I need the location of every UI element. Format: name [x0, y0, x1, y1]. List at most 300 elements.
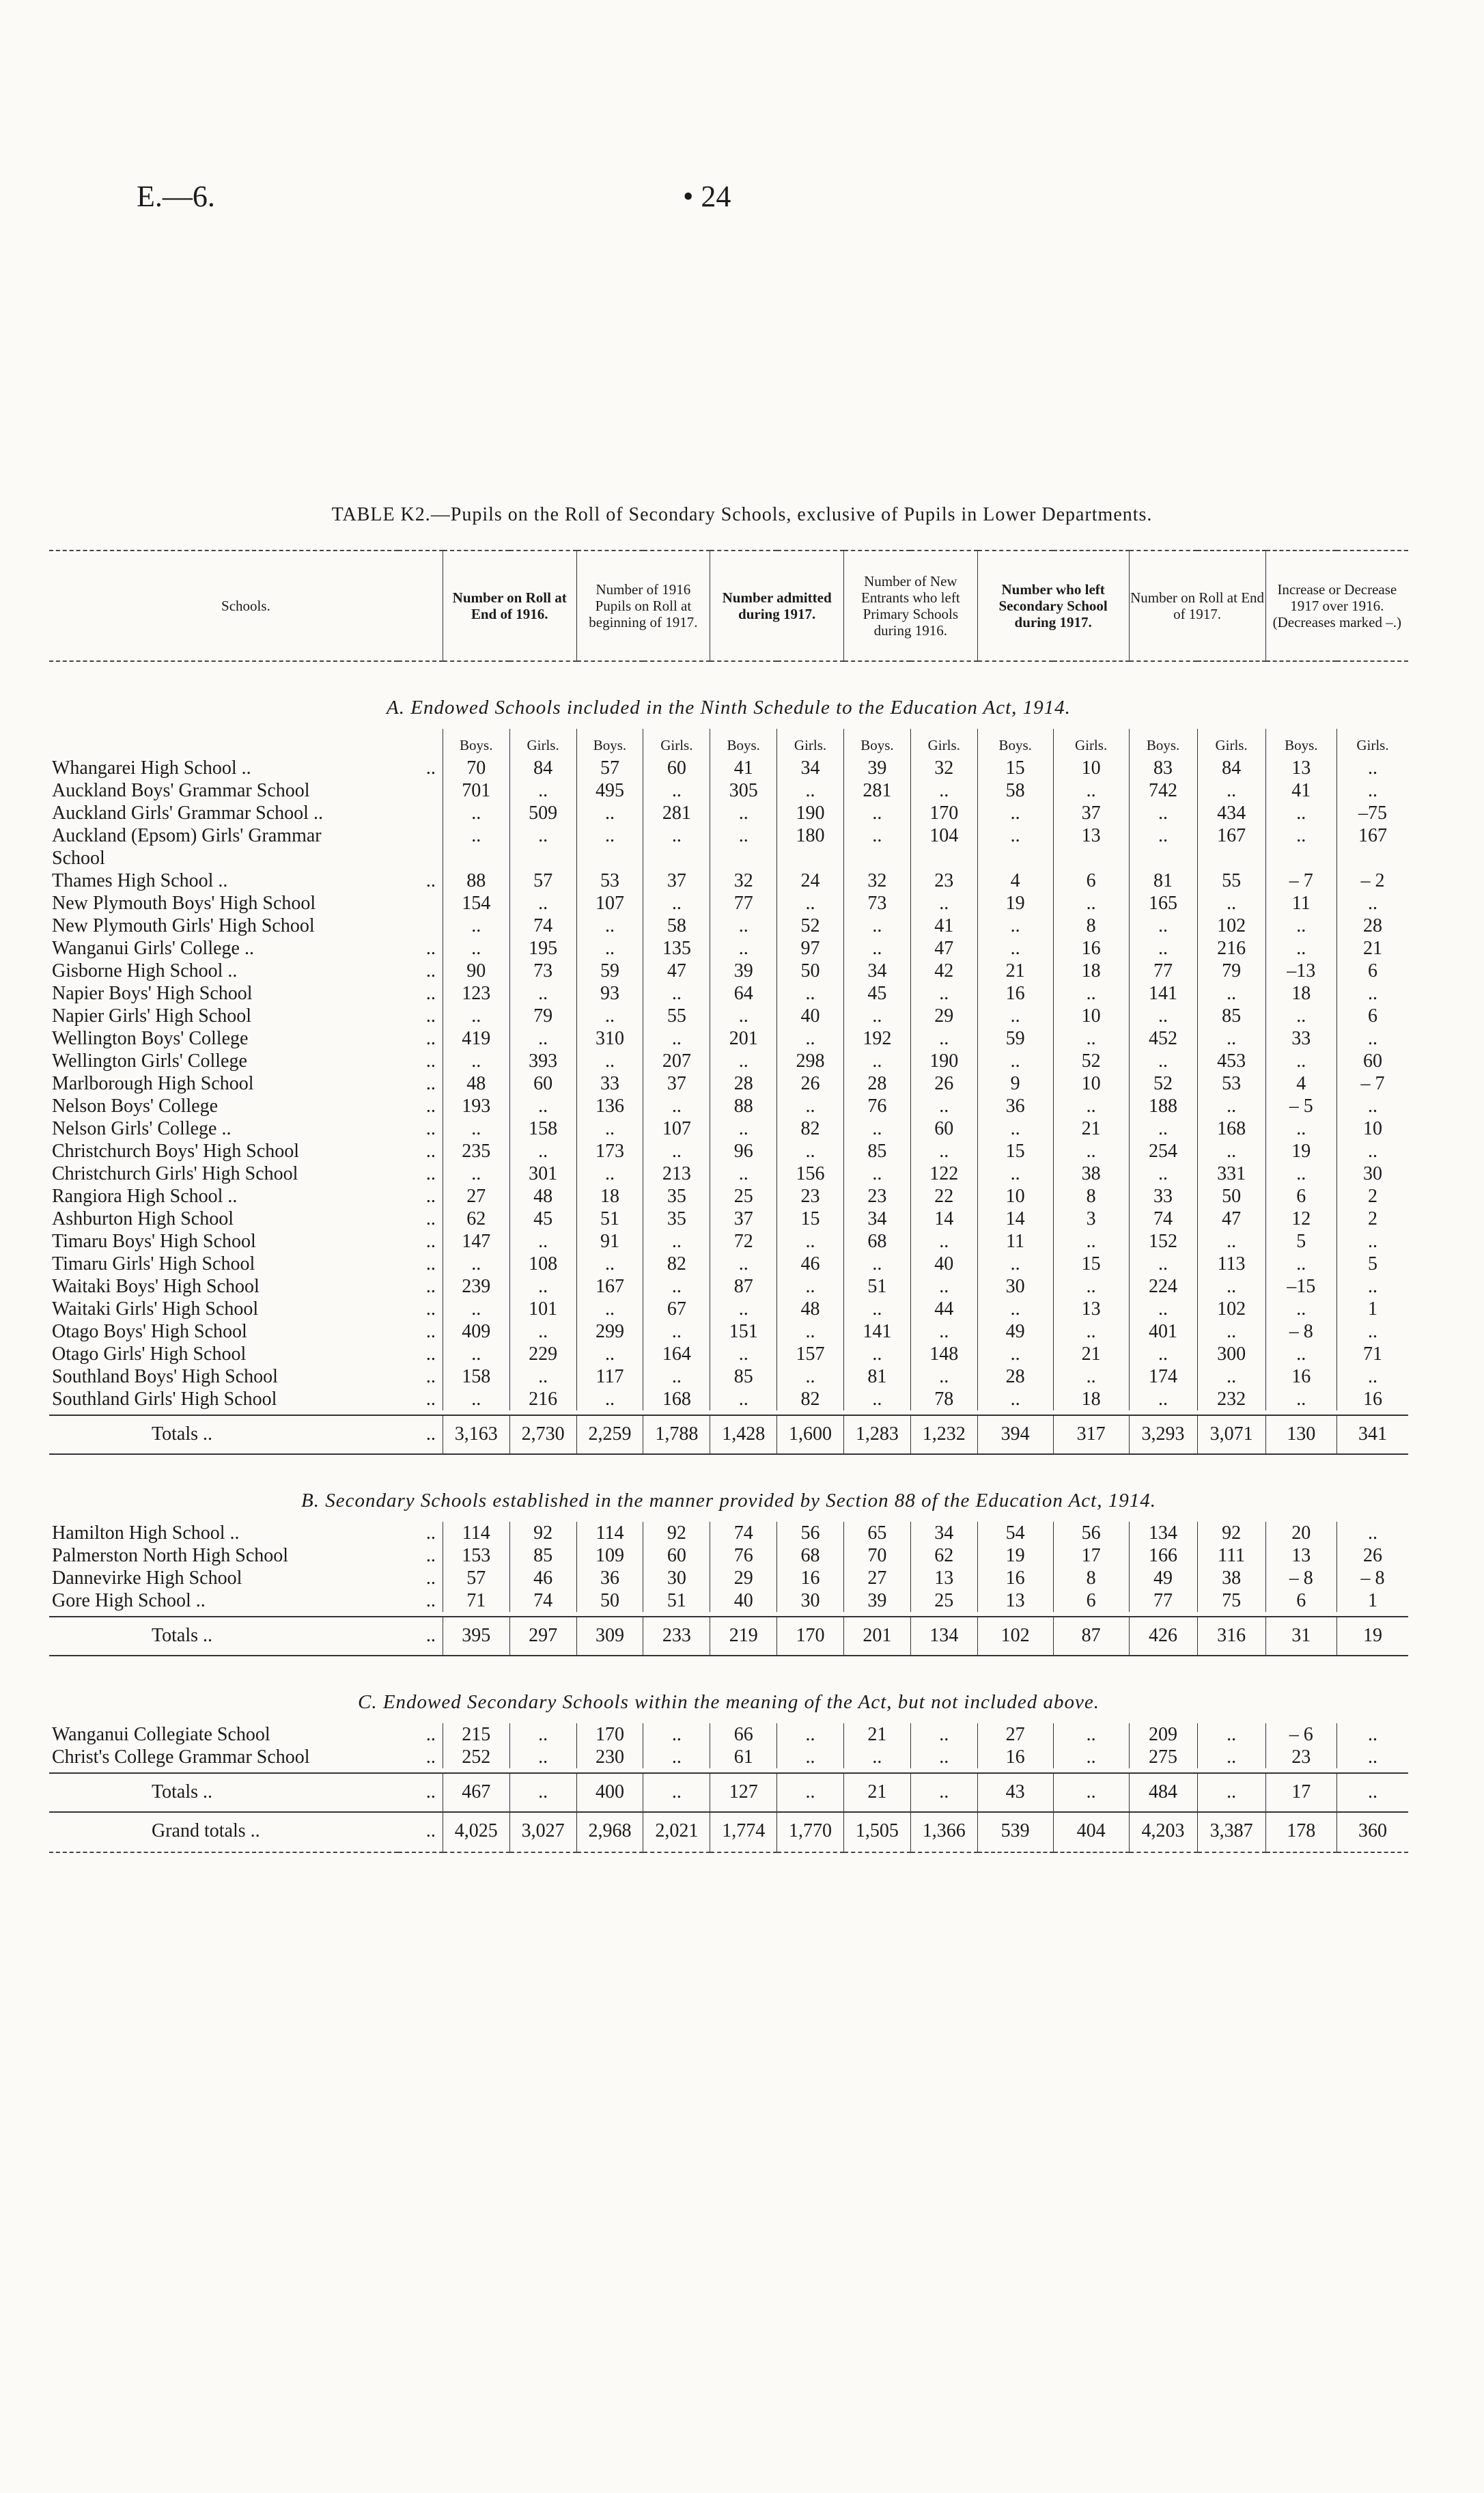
boys-value-cell: 36: [576, 1567, 643, 1589]
boys-value-cell: 20: [1265, 1522, 1336, 1544]
boys-value-cell: 4,203: [1129, 1812, 1197, 1852]
boys-value-cell: 57: [576, 757, 643, 779]
boys-value-cell: 36: [977, 1095, 1053, 1117]
boys-value-cell: ..: [1129, 1162, 1197, 1185]
leader-dots: ..: [425, 1724, 436, 1745]
girls-value-cell: 34: [777, 757, 844, 779]
girls-value-cell: ..: [1336, 1320, 1408, 1343]
boys-value-cell: 170: [576, 1723, 643, 1746]
leader-dots: ..: [398, 1812, 443, 1852]
girls-value-cell: 19: [1336, 1617, 1408, 1656]
boys-sub-header: Boys.: [977, 729, 1053, 757]
girls-value-cell: 207: [643, 1050, 710, 1072]
table-row: [49, 1298, 1408, 1320]
girls-value-cell: ..: [1197, 1230, 1265, 1253]
girls-value-cell: 14: [910, 1208, 977, 1230]
boys-value-cell: 34: [843, 960, 910, 982]
girls-value-cell: 60: [1336, 1050, 1408, 1072]
girls-value-cell: 10: [1053, 1072, 1129, 1095]
girls-value-cell: 47: [1197, 1208, 1265, 1230]
boys-value-cell: 41: [1265, 779, 1336, 802]
boys-value-cell: 158: [443, 1365, 509, 1388]
girls-value-cell: 6: [1336, 1005, 1408, 1027]
girls-value-cell: ..: [1336, 1027, 1408, 1050]
boys-value-cell: 3,293: [1129, 1415, 1197, 1454]
table-row: [49, 824, 1408, 847]
boys-value-cell: 32: [843, 869, 910, 892]
boys-value-cell: 5: [1265, 1230, 1336, 1253]
boys-value-cell: 77: [1129, 960, 1197, 982]
boys-value-cell: 174: [1129, 1365, 1197, 1388]
girls-value-cell: 26: [910, 1072, 977, 1095]
leader-dots: ..: [425, 1096, 436, 1117]
girls-value-cell: ..: [1197, 1365, 1265, 1388]
column-header-row: [49, 551, 1408, 661]
boys-value-cell: ..: [1265, 824, 1336, 847]
boys-value-cell: [576, 847, 643, 869]
girls-value-cell: 113: [1197, 1253, 1265, 1275]
boys-value-cell: ..: [1265, 802, 1336, 824]
boys-value-cell: 742: [1129, 779, 1197, 802]
boys-value-cell: 30: [977, 1275, 1053, 1298]
boys-value-cell: 21: [977, 960, 1053, 982]
boys-value-cell: 90: [443, 960, 509, 982]
girls-value-cell: 16: [1336, 1388, 1408, 1410]
girls-value-cell: ..: [777, 1230, 844, 1253]
leader-dots: [398, 847, 443, 869]
boys-value-cell: 209: [1129, 1723, 1197, 1746]
boys-value-cell: 2,259: [576, 1415, 643, 1454]
girls-value-cell: 213: [643, 1162, 710, 1185]
spacer-row: [49, 1612, 1408, 1617]
girls-value-cell: ..: [1053, 1723, 1129, 1746]
school-name: Napier Girls' High School: [52, 1005, 252, 1027]
girls-value-cell: ..: [509, 1746, 576, 1768]
girls-value-cell: ..: [1197, 1723, 1265, 1746]
boys-sub-header: Boys.: [576, 729, 643, 757]
girls-value-cell: 3,071: [1197, 1415, 1265, 1454]
girls-value-cell: ..: [1197, 982, 1265, 1005]
girls-value-cell: ..: [777, 1746, 844, 1768]
boys-value-cell: ..: [977, 1343, 1053, 1365]
boys-value-cell: ..: [576, 1005, 643, 1027]
girls-value-cell: 360: [1336, 1812, 1408, 1852]
boys-value-cell: 51: [843, 1275, 910, 1298]
girls-value-cell: 2: [1336, 1208, 1408, 1230]
table-row: [49, 1253, 1408, 1275]
school-name: Southland Boys' High School: [52, 1366, 278, 1387]
boys-value-cell: ..: [710, 802, 777, 824]
boys-value-cell: 19: [977, 1544, 1053, 1567]
girls-value-cell: 16: [777, 1567, 844, 1589]
girls-value-cell: [1197, 847, 1265, 869]
girls-value-cell: 1,366: [910, 1812, 977, 1852]
girls-value-cell: 298: [777, 1050, 844, 1072]
girls-value-cell: 2: [1336, 1185, 1408, 1208]
boys-value-cell: 201: [843, 1617, 910, 1656]
boys-value-cell: 409: [443, 1320, 509, 1343]
boys-value-cell: – 6: [1265, 1723, 1336, 1746]
school-name: Dannevirke High School: [52, 1568, 242, 1589]
girls-value-cell: 92: [643, 1522, 710, 1544]
boys-value-cell: 701: [443, 779, 509, 802]
boys-value-cell: 127: [710, 1773, 777, 1812]
boys-value-cell: 9: [977, 1072, 1053, 1095]
girls-value-cell: ..: [777, 1027, 844, 1050]
boys-value-cell: ..: [443, 1388, 509, 1410]
girls-value-cell: 10: [1053, 1005, 1129, 1027]
school-name: Waitaki Girls' High School: [52, 1298, 259, 1320]
boys-value-cell: ..: [710, 1162, 777, 1185]
sub-header-blank: [398, 729, 443, 757]
girls-value-cell: 23: [777, 1185, 844, 1208]
col-header-admitted: Number admitted during 1917.: [710, 551, 844, 661]
girls-value-cell: 48: [509, 1185, 576, 1208]
girls-value-cell: 42: [910, 960, 977, 982]
boys-value-cell: ..: [977, 1117, 1053, 1140]
page-reference: E.—6.: [137, 180, 215, 213]
girls-value-cell: 170: [910, 802, 977, 824]
girls-value-cell: 74: [509, 1589, 576, 1612]
girls-value-cell: 23: [910, 869, 977, 892]
leader-dots: ..: [425, 1050, 436, 1072]
boys-value-cell: ..: [1129, 1388, 1197, 1410]
girls-value-cell: 102: [1197, 1298, 1265, 1320]
boys-value-cell: 19: [1265, 1140, 1336, 1162]
girls-value-cell: ..: [1336, 892, 1408, 915]
boys-value-cell: 153: [443, 1544, 509, 1567]
spacer-row: [49, 1768, 1408, 1773]
girls-value-cell: ..: [910, 1723, 977, 1746]
girls-value-cell: ..: [1053, 1140, 1129, 1162]
table-row: [49, 982, 1408, 1005]
boys-value-cell: –15: [1265, 1275, 1336, 1298]
girls-value-cell: ..: [1053, 1320, 1129, 1343]
boys-value-cell: 154: [443, 892, 509, 915]
table-row: [49, 915, 1408, 937]
boys-value-cell: 33: [1265, 1027, 1336, 1050]
boys-value-cell: 252: [443, 1746, 509, 1768]
girls-value-cell: 1,232: [910, 1415, 977, 1454]
girls-value-cell: – 2: [1336, 869, 1408, 892]
girls-sub-header: Girls.: [1336, 729, 1408, 757]
girls-value-cell: ..: [910, 1027, 977, 1050]
girls-value-cell: ..: [643, 1365, 710, 1388]
leader-dots: ..: [425, 1186, 436, 1207]
school-name: Hamilton High School ..: [52, 1522, 240, 1544]
boys-value-cell: 66: [710, 1723, 777, 1746]
girls-value-cell: ..: [509, 1365, 576, 1388]
girls-value-cell: 101: [509, 1298, 576, 1320]
boys-value-cell: ..: [843, 1117, 910, 1140]
table-row: [49, 1005, 1408, 1027]
girls-value-cell: ..: [1197, 1095, 1265, 1117]
boys-value-cell: 96: [710, 1140, 777, 1162]
school-name: Totals ..: [49, 1773, 398, 1812]
girls-value-cell: 21: [1053, 1343, 1129, 1365]
boys-value-cell: 2,968: [576, 1812, 643, 1852]
girls-value-cell: 2,021: [643, 1812, 710, 1852]
boys-value-cell: ..: [977, 1253, 1053, 1275]
girls-value-cell: ..: [910, 1746, 977, 1768]
boys-value-cell: 70: [843, 1544, 910, 1567]
girls-value-cell: 30: [777, 1589, 844, 1612]
boys-value-cell: 32: [710, 869, 777, 892]
boys-value-cell: ..: [843, 1050, 910, 1072]
boys-value-cell: 305: [710, 779, 777, 802]
boys-value-cell: – 5: [1265, 1095, 1336, 1117]
section-a-title-row: [49, 661, 1408, 729]
boys-value-cell: 39: [843, 1589, 910, 1612]
girls-sub-header: Girls.: [1053, 729, 1129, 757]
boys-value-cell: ..: [443, 824, 509, 847]
girls-value-cell: 393: [509, 1050, 576, 1072]
boys-value-cell: 10: [977, 1185, 1053, 1208]
boys-value-cell: ..: [443, 1253, 509, 1275]
girls-value-cell: ..: [1197, 1320, 1265, 1343]
boys-value-cell: [1129, 847, 1197, 869]
boys-value-cell: 281: [843, 779, 910, 802]
boys-value-cell: 34: [843, 1208, 910, 1230]
girls-value-cell: 18: [1053, 1388, 1129, 1410]
girls-sub-header: Girls.: [910, 729, 977, 757]
school-name: Timaru Boys' High School: [52, 1231, 256, 1252]
leader-dots: ..: [425, 1389, 436, 1410]
boys-value-cell: 54: [977, 1522, 1053, 1544]
girls-value-cell: ..: [643, 779, 710, 802]
girls-value-cell: 41: [910, 915, 977, 937]
girls-value-cell: 281: [643, 802, 710, 824]
girls-value-cell: ..: [509, 1140, 576, 1162]
girls-value-cell: 341: [1336, 1415, 1408, 1454]
school-name: Auckland Girls' Grammar School ..: [52, 803, 323, 824]
leader-dots: ..: [425, 1208, 436, 1229]
girls-value-cell: 21: [1053, 1117, 1129, 1140]
boys-value-cell: 64: [710, 982, 777, 1005]
boys-value-cell: 74: [710, 1522, 777, 1544]
boys-value-cell: – 7: [1265, 869, 1336, 892]
girls-value-cell: 38: [1197, 1567, 1265, 1589]
girls-value-cell: ..: [1336, 1230, 1408, 1253]
boys-value-cell: ..: [977, 937, 1053, 960]
girls-value-cell: ..: [643, 1746, 710, 1768]
table-row: [49, 1275, 1408, 1298]
boys-value-cell: 65: [843, 1522, 910, 1544]
boys-value-cell: 33: [576, 1072, 643, 1095]
leader-dots: ..: [425, 1028, 436, 1049]
boys-value-cell: 57: [443, 1567, 509, 1589]
girls-value-cell: 82: [643, 1253, 710, 1275]
girls-value-cell: 122: [910, 1162, 977, 1185]
girls-value-cell: 16: [1053, 937, 1129, 960]
school-name: Rangiora High School ..: [52, 1186, 238, 1207]
boys-value-cell: ..: [443, 937, 509, 960]
school-name: Whangarei High School ..: [52, 757, 251, 779]
boys-value-cell: 141: [1129, 982, 1197, 1005]
girls-value-cell: 55: [643, 1005, 710, 1027]
girls-value-cell: ..: [1053, 779, 1129, 802]
leader-dots: ..: [425, 983, 436, 1004]
boys-value-cell: 188: [1129, 1095, 1197, 1117]
boys-value-cell: ..: [843, 824, 910, 847]
boys-value-cell: 400: [576, 1773, 643, 1812]
girls-value-cell: 82: [777, 1388, 844, 1410]
boys-value-cell: 395: [443, 1617, 509, 1656]
girls-value-cell: 29: [910, 1005, 977, 1027]
girls-value-cell: [1053, 847, 1129, 869]
boys-value-cell: ..: [443, 915, 509, 937]
boys-value-cell: ..: [443, 1298, 509, 1320]
boys-value-cell: ..: [843, 915, 910, 937]
school-name: Napier Boys' High School: [52, 983, 253, 1004]
boys-value-cell: 166: [1129, 1544, 1197, 1567]
school-name: Wanganui Girls' College ..: [52, 938, 254, 959]
leader-dots: ..: [398, 1415, 443, 1454]
boys-value-cell: ..: [576, 1343, 643, 1365]
boys-value-cell: 81: [843, 1365, 910, 1388]
boys-value-cell: 1,283: [843, 1415, 910, 1454]
boys-value-cell: 109: [576, 1544, 643, 1567]
boys-value-cell: 19: [977, 892, 1053, 915]
girls-value-cell: 84: [509, 757, 576, 779]
boys-value-cell: 419: [443, 1027, 509, 1050]
boys-sub-header: Boys.: [443, 729, 509, 757]
girls-value-cell: 73: [509, 960, 576, 982]
girls-value-cell: 32: [910, 757, 977, 779]
girls-value-cell: 92: [1197, 1522, 1265, 1544]
girls-value-cell: ..: [910, 1365, 977, 1388]
boys-value-cell: 76: [710, 1544, 777, 1567]
girls-value-cell: 229: [509, 1343, 576, 1365]
boys-value-cell: 151: [710, 1320, 777, 1343]
table-row: [49, 892, 1408, 915]
girls-value-cell: 8: [1053, 1567, 1129, 1589]
girls-value-cell: 47: [910, 937, 977, 960]
boys-value-cell: ..: [1265, 1050, 1336, 1072]
boys-value-cell: [1265, 847, 1336, 869]
boys-value-cell: ..: [710, 1253, 777, 1275]
girls-value-cell: 6: [1336, 960, 1408, 982]
boys-value-cell: 17: [1265, 1773, 1336, 1812]
girls-value-cell: 67: [643, 1298, 710, 1320]
girls-value-cell: 44: [910, 1298, 977, 1320]
leader-dots: [398, 779, 443, 802]
girls-value-cell: ..: [1053, 1230, 1129, 1253]
boys-value-cell: 81: [1129, 869, 1197, 892]
girls-value-cell: ..: [509, 1027, 576, 1050]
school-name: Gore High School ..: [52, 1590, 206, 1611]
boys-value-cell: 467: [443, 1773, 509, 1812]
boys-value-cell: ..: [843, 1162, 910, 1185]
section-c-totals-row: [49, 1773, 1408, 1812]
table-row: [49, 779, 1408, 802]
boys-value-cell: ..: [710, 1388, 777, 1410]
girls-value-cell: 15: [777, 1208, 844, 1230]
girls-value-cell: 331: [1197, 1162, 1265, 1185]
table-row: [49, 1117, 1408, 1140]
boys-value-cell: 134: [1129, 1522, 1197, 1544]
boys-sub-header: Boys.: [1265, 729, 1336, 757]
leader-dots: ..: [425, 1276, 436, 1297]
girls-value-cell: 34: [910, 1522, 977, 1544]
boys-value-cell: 71: [443, 1589, 509, 1612]
girls-value-cell: 56: [1053, 1522, 1129, 1544]
girls-value-cell: 26: [777, 1072, 844, 1095]
boys-value-cell: 18: [576, 1185, 643, 1208]
boys-value-cell: 72: [710, 1230, 777, 1253]
boys-value-cell: ..: [443, 802, 509, 824]
leader-dots: [398, 892, 443, 915]
boys-value-cell: 29: [710, 1567, 777, 1589]
girls-value-cell: [643, 847, 710, 869]
girls-value-cell: ..: [643, 1095, 710, 1117]
table-row: [49, 1522, 1408, 1544]
boys-value-cell: 21: [843, 1723, 910, 1746]
pupils-roll-table-container: [49, 550, 1408, 1853]
girls-value-cell: ..: [777, 1365, 844, 1388]
girls-value-cell: ..: [910, 779, 977, 802]
boys-value-cell: 39: [710, 960, 777, 982]
girls-value-cell: 22: [910, 1185, 977, 1208]
girls-value-cell: – 8: [1336, 1567, 1408, 1589]
girls-value-cell: ..: [509, 982, 576, 1005]
section-b-title: B. Secondary Schools established in the manner provided by Section 88 of the Education Act, 1914.: [301, 1490, 1156, 1512]
boys-value-cell: [843, 847, 910, 869]
boys-value-cell: 4: [977, 869, 1053, 892]
boys-value-cell: 117: [576, 1365, 643, 1388]
leader-dots: ..: [425, 1321, 436, 1342]
spacer-cell: [49, 1410, 1408, 1415]
girls-value-cell: ..: [1336, 1365, 1408, 1388]
table-row: [49, 1095, 1408, 1117]
girls-value-cell: 216: [509, 1388, 576, 1410]
boys-value-cell: ..: [1265, 1117, 1336, 1140]
girls-value-cell: 1: [1336, 1589, 1408, 1612]
boys-value-cell: ..: [843, 802, 910, 824]
boys-value-cell: 37: [710, 1208, 777, 1230]
girls-value-cell: 6: [1053, 869, 1129, 892]
girls-value-cell: 46: [509, 1567, 576, 1589]
boys-value-cell: ..: [1265, 1253, 1336, 1275]
girls-value-cell: ..: [643, 982, 710, 1005]
leader-dots: ..: [398, 1617, 443, 1656]
school-name: Christ's College Grammar School: [52, 1746, 310, 1768]
boys-value-cell: 48: [443, 1072, 509, 1095]
boys-value-cell: ..: [576, 1162, 643, 1185]
leader-dots: ..: [425, 757, 436, 779]
boys-value-cell: 91: [576, 1230, 643, 1253]
girls-value-cell: ..: [643, 1773, 710, 1812]
girls-value-cell: 167: [1197, 824, 1265, 847]
boys-value-cell: ..: [1129, 1253, 1197, 1275]
school-name: Totals ..: [49, 1617, 398, 1656]
boys-value-cell: ..: [576, 915, 643, 937]
leader-dots: ..: [425, 1073, 436, 1094]
girls-value-cell: ..: [509, 824, 576, 847]
girls-value-cell: 40: [910, 1253, 977, 1275]
girls-value-cell: [777, 847, 844, 869]
girls-value-cell: ..: [1336, 1723, 1408, 1746]
leader-dots: ..: [425, 1118, 436, 1139]
girls-value-cell: ..: [1197, 1027, 1265, 1050]
girls-value-cell: ..: [643, 1320, 710, 1343]
girls-value-cell: 18: [1053, 960, 1129, 982]
boys-value-cell: 224: [1129, 1275, 1197, 1298]
girls-value-cell: ..: [509, 1095, 576, 1117]
boys-value-cell: 59: [977, 1027, 1053, 1050]
girls-value-cell: 60: [643, 757, 710, 779]
school-name: New Plymouth Girls' High School: [52, 915, 315, 936]
